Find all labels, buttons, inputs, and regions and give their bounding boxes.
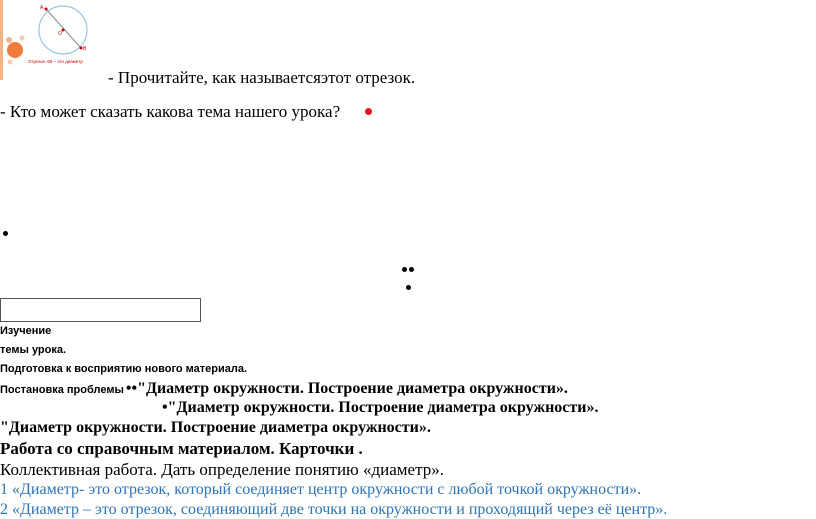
bullet-dot bbox=[3, 231, 8, 236]
stage-topic: темы урока. bbox=[0, 344, 67, 356]
definition-1: 1 «Диаметр- это отрезок, который соединяет центр окружности с любой точкой окружности». bbox=[0, 481, 642, 498]
slide-thumbnail bbox=[0, 0, 110, 80]
red-bullet bbox=[365, 108, 372, 115]
bullet-dot bbox=[406, 285, 411, 290]
topic-title-3: "Диаметр окружности. Построение диаметра окружности». bbox=[0, 419, 431, 436]
slide-caption: Отрезок АВ – это диаметр bbox=[28, 59, 83, 64]
empty-text-box bbox=[0, 298, 201, 322]
reference-work: Работа со справочным материалом. Карточки . bbox=[0, 439, 363, 458]
point-b-label: В bbox=[83, 46, 87, 52]
stage-study: Изучение bbox=[0, 325, 52, 337]
collective-work: Коллективная работа. Дать определение понятию «диаметр». bbox=[0, 460, 444, 479]
definition-2: 2 «Диаметр – это отрезок, соединяющий две точки на окружности и проходящий через её центр». bbox=[0, 501, 668, 518]
read-prompt: - Прочитайте, как называетсяэтот отрезок. bbox=[108, 68, 416, 87]
bullet-dot bbox=[409, 267, 414, 272]
bullet-dot bbox=[402, 267, 407, 272]
bullet-dots-icon: •• bbox=[125, 380, 138, 397]
point-a-label: А bbox=[40, 5, 44, 11]
circle-diagram bbox=[0, 0, 110, 80]
topic-title-1: "Диаметр окружности. Построение диаметра окружности». bbox=[137, 380, 568, 397]
problem-line bbox=[0, 380, 568, 400]
topic-line-2 bbox=[162, 399, 598, 417]
stage-prep: Подготовка к восприятию нового материала. bbox=[0, 363, 248, 375]
topic-question: - Кто может сказать какова тема нашего урока? bbox=[0, 102, 341, 121]
bullet-icon: • bbox=[162, 399, 168, 416]
topic-title-2: "Диаметр окружности. Построение диаметра окружности». bbox=[167, 399, 599, 416]
point-o-label: О bbox=[58, 31, 62, 37]
stage-problem: Постановка проблемы bbox=[0, 384, 124, 396]
